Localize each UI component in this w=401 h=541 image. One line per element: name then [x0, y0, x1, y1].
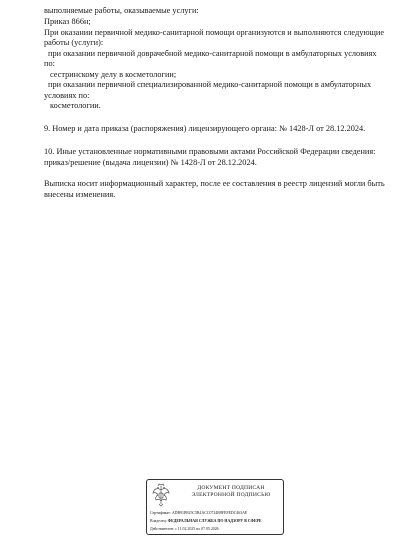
text-line: косметологии.: [50, 101, 101, 110]
text-line: Выписка носит информационный характер, после ее составления в реестр лицензий могли быть: [44, 179, 385, 188]
text-line: внесены изменения.: [44, 190, 116, 199]
text-line: приказ/решение (выдача лицензии) № 1428-Л от 28.12.2024.: [44, 158, 257, 167]
electronic-signature-stamp: [146, 479, 284, 535]
text-line: по:: [44, 59, 55, 68]
text-line: выполняемые работы, оказываемые услуги:: [44, 6, 199, 15]
russian-coat-of-arms-icon: [151, 483, 171, 507]
text-line: 10. Иные установленные нормативными правовыми актами Российской Федерации сведения:: [44, 147, 376, 156]
stamp-title: ДОКУМЕНТ ПОДПИСАН: [197, 485, 265, 491]
owner-name: ФЕДЕРАЛЬНАЯ СЛУЖБА ПО НАДЗОРУ В СФЕРЕ: [167, 519, 262, 523]
text-line: Приказ 866н;: [44, 17, 91, 26]
text-line: при оказании первичной специализированной медико-санитарной помощи в амбулаторных: [48, 80, 372, 89]
text-line: условиях по:: [44, 91, 90, 100]
certificate-owner: [150, 519, 262, 524]
text-line: сестринскому делу в косметологии;: [50, 70, 177, 79]
license-order-line: 9. Номер и дата приказа (распоряжения) лицензирующего органа: № 1428-Л от 28.12.2024.: [44, 124, 366, 133]
text-line: работы (услуги):: [44, 38, 104, 47]
stamp-subtitle: ЭЛЕКТРОННОЙ ПОДПИСЬЮ: [191, 492, 271, 498]
owner-label: Владелец:: [150, 519, 167, 523]
certificate-validity: Действителен: с 11.02.2025 по 07.05.2026: [150, 527, 219, 531]
certificate-number: Сертификат: ADB91B925C5B4ACC0724B8FEFEDC463AE: [150, 511, 248, 515]
text-line: При оказании первичной медико-санитарной помощи организуются и выполняются следующие: [44, 28, 385, 37]
text-line: при оказании первичной доврачебной медико-санитарной помощи в амбулаторных условиях: [48, 49, 377, 58]
